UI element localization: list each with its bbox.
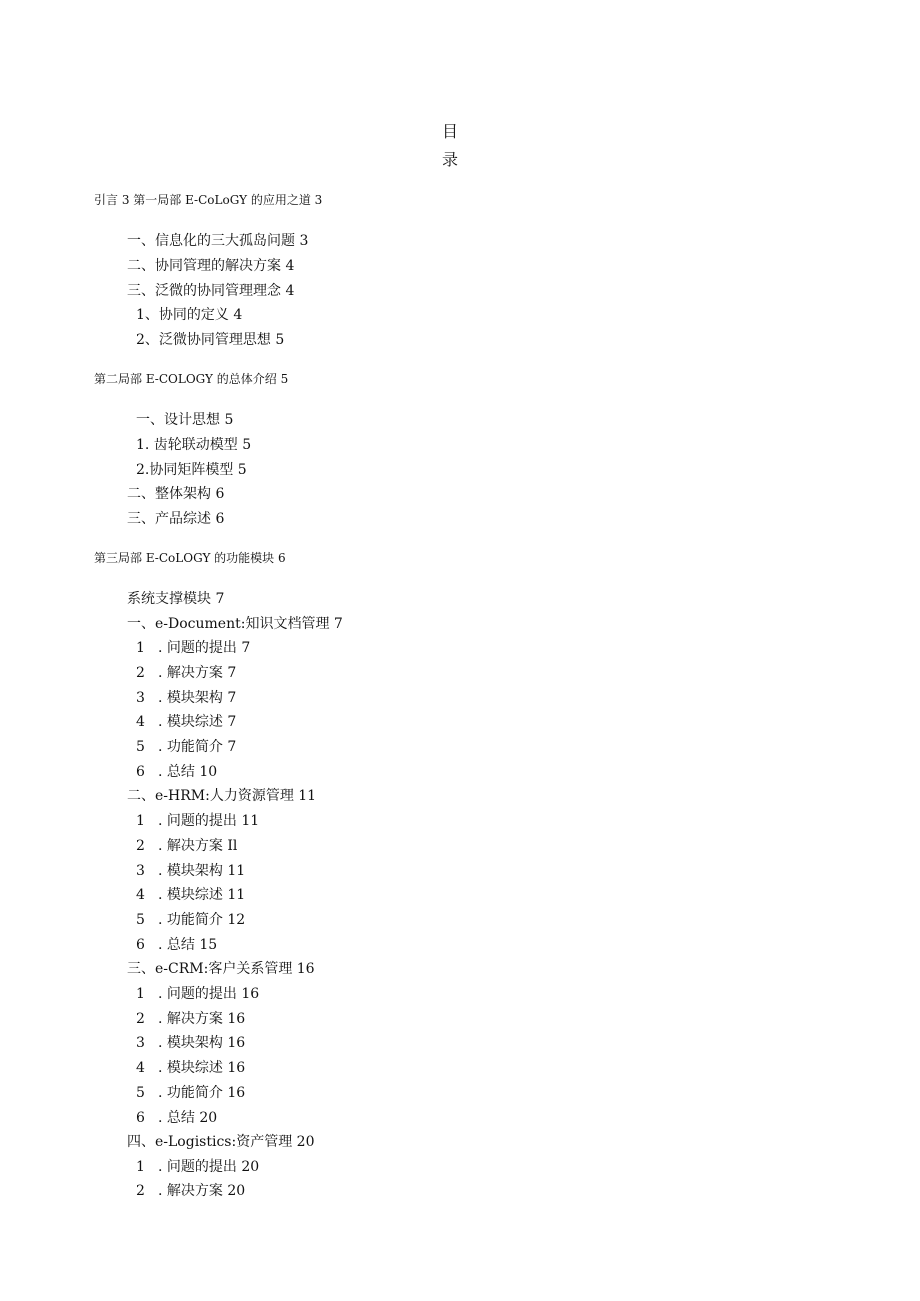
toc-sub-text: . 模块架构 16 bbox=[158, 1035, 246, 1051]
toc-entry: 2、泛微协同管理思想 5 bbox=[136, 332, 285, 348]
toc-sub-entry bbox=[136, 985, 259, 1003]
toc-entry: 三、e-CRM:客户关系管理 16 bbox=[127, 961, 315, 977]
toc-entry: 四、e-Logistics:资产管理 20 bbox=[127, 1134, 315, 1150]
toc-sub-number: 1 bbox=[136, 986, 145, 1002]
toc-sub-text: . 模块架构 7 bbox=[158, 690, 237, 706]
toc-sub-entry bbox=[136, 1158, 259, 1176]
toc-sub-number: 5 bbox=[136, 739, 145, 755]
toc-sub-number: 1 bbox=[136, 1159, 145, 1175]
toc-sub-number: 4 bbox=[136, 714, 145, 730]
toc-sub-number: 5 bbox=[136, 1085, 145, 1101]
toc-sub-text: . 功能简介 16 bbox=[158, 1085, 246, 1101]
toc-sub-entry bbox=[136, 763, 217, 781]
toc-part1-heading: 引言 3 第一局部 E-CoLoGY 的应用之道 3 bbox=[94, 193, 323, 207]
toc-entry: 系统支撑模块 7 bbox=[127, 591, 225, 607]
toc-sub-text: . 总结 15 bbox=[158, 937, 218, 953]
toc-sub-entry bbox=[136, 837, 237, 855]
toc-sub-text: . 问题的提出 16 bbox=[158, 986, 260, 1002]
toc-sub-number: 3 bbox=[136, 863, 145, 879]
toc-sub-number: 1 bbox=[136, 813, 145, 829]
toc-sub-number: 4 bbox=[136, 887, 145, 903]
toc-sub-text: . 模块综述 16 bbox=[158, 1060, 246, 1076]
toc-entry: 1. 齿轮联动模型 5 bbox=[136, 437, 252, 453]
toc-sub-number: 4 bbox=[136, 1060, 145, 1076]
toc-sub-text: . 模块综述 7 bbox=[158, 714, 237, 730]
toc-entry: 一、e-Document:知识文档管理 7 bbox=[127, 616, 343, 632]
toc-entry: 三、产品综述 6 bbox=[127, 511, 225, 527]
toc-part3-heading: 第三局部 E-CoLOGY 的功能模块 6 bbox=[94, 551, 286, 565]
toc-part2-heading: 第二局部 E-COLOGY 的总体介绍 5 bbox=[94, 372, 289, 386]
toc-sub-entry bbox=[136, 911, 245, 929]
toc-sub-entry bbox=[136, 639, 250, 657]
toc-sub-entry bbox=[136, 936, 217, 954]
toc-sub-text: . 总结 20 bbox=[158, 1110, 218, 1126]
toc-sub-number: 3 bbox=[136, 690, 145, 706]
toc-sub-number: 1 bbox=[136, 640, 145, 656]
toc-sub-number: 2 bbox=[136, 838, 145, 854]
toc-sub-number: 6 bbox=[136, 1110, 145, 1126]
toc-sub-text: . 模块综述 11 bbox=[158, 887, 246, 903]
toc-sub-entry bbox=[136, 689, 236, 707]
toc-sub-entry bbox=[136, 1084, 245, 1102]
toc-sub-number: 2 bbox=[136, 1183, 145, 1199]
toc-sub-text: . 问题的提出 7 bbox=[158, 640, 251, 656]
toc-sub-number: 3 bbox=[136, 1035, 145, 1051]
toc-sub-text: . 模块架构 11 bbox=[158, 863, 246, 879]
toc-sub-entry bbox=[136, 713, 236, 731]
toc-entry: 二、协同管理的解决方案 4 bbox=[127, 258, 295, 274]
toc-sub-text: . 功能简介 7 bbox=[158, 739, 237, 755]
toc-sub-number: 6 bbox=[136, 764, 145, 780]
toc-sub-text: . 解决方案 16 bbox=[158, 1011, 246, 1027]
toc-sub-entry bbox=[136, 886, 245, 904]
toc-sub-entry bbox=[136, 812, 259, 830]
toc-entry: 1、协同的定义 4 bbox=[136, 307, 243, 323]
page-title-char-1: 目 bbox=[441, 122, 458, 141]
toc-entry: 一、设计思想 5 bbox=[136, 412, 234, 428]
toc-sub-number: 6 bbox=[136, 937, 145, 953]
toc-entry: 二、整体架构 6 bbox=[127, 486, 225, 502]
toc-sub-text: . 问题的提出 20 bbox=[158, 1159, 260, 1175]
toc-sub-entry bbox=[136, 1034, 245, 1052]
toc-sub-entry bbox=[136, 1109, 217, 1127]
page-title-char-2: 录 bbox=[441, 150, 458, 169]
toc-sub-number: 5 bbox=[136, 912, 145, 928]
toc-sub-entry bbox=[136, 664, 236, 682]
toc-entry: 2.协同矩阵模型 5 bbox=[136, 462, 247, 478]
toc-sub-text: . 功能简介 12 bbox=[158, 912, 246, 928]
toc-sub-text: . 问题的提出 11 bbox=[158, 813, 260, 829]
toc-sub-text: . 解决方案 20 bbox=[158, 1183, 246, 1199]
toc-entry: 二、e-HRM:人力资源管理 11 bbox=[127, 788, 317, 804]
toc-sub-entry bbox=[136, 1010, 245, 1028]
toc-sub-entry bbox=[136, 738, 236, 756]
toc-sub-text: . 解决方案 7 bbox=[158, 665, 237, 681]
toc-entry: 三、泛微的协同管理理念 4 bbox=[127, 283, 295, 299]
toc-entry: 一、信息化的三大孤岛问题 3 bbox=[127, 233, 309, 249]
toc-sub-entry bbox=[136, 862, 245, 880]
toc-sub-entry bbox=[136, 1059, 245, 1077]
toc-sub-number: 2 bbox=[136, 665, 145, 681]
toc-sub-number: 2 bbox=[136, 1011, 145, 1027]
toc-sub-text: . 解决方案 Il bbox=[158, 838, 238, 854]
toc-sub-entry bbox=[136, 1182, 245, 1200]
toc-sub-text: . 总结 10 bbox=[158, 764, 218, 780]
